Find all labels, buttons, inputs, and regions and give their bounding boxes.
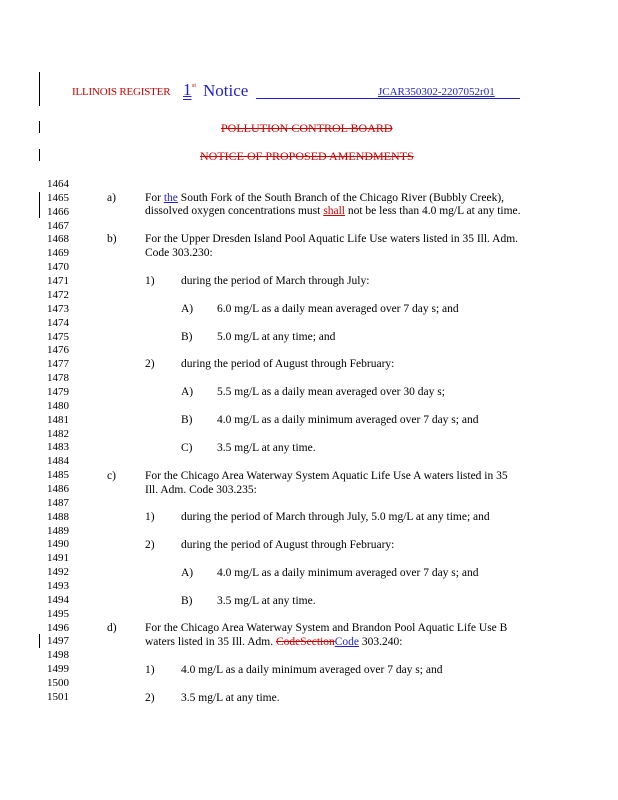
item-label: d) — [107, 622, 117, 634]
subsubitem-text: 3.5 mg/L at any time. — [217, 442, 316, 454]
line-number: 1483 — [47, 441, 69, 454]
text-run: waters listed in 35 Ill. Adm. — [145, 636, 276, 648]
text-run: not be less than 4.0 mg/L at any time. — [344, 205, 521, 217]
line-number: 1479 — [47, 385, 69, 398]
subsubitem-label: A) — [181, 567, 194, 579]
line-number: 1465 — [47, 191, 69, 204]
line-number: 1478 — [47, 372, 69, 384]
notice-title: NOTICE OF PROPOSED AMENDMENTS — [200, 149, 414, 163]
subsubitem-label: B) — [181, 414, 193, 426]
subsubitem-text: 4.0 mg/L as a daily minimum averaged over 7 day s; and — [217, 567, 479, 579]
text-run: dissolved oxygen concentrations must — [145, 205, 324, 217]
change-bar — [39, 149, 40, 161]
subitem-number: 1) — [145, 511, 155, 523]
subsubitem-label: A) — [181, 386, 194, 398]
paragraph-line: Code 303.230: — [145, 247, 213, 259]
subsubitem-label: B) — [181, 331, 193, 343]
header-underline — [256, 98, 520, 99]
subitem-text: 3.5 mg/L at any time. — [181, 692, 280, 704]
subsubitem-label: C) — [181, 442, 193, 454]
line-number: 1481 — [47, 413, 69, 426]
paragraph-line: For the Chicago Area Waterway System Aquatic Life Use A waters listed in 35 — [145, 470, 508, 482]
subitem-text: during the period of August through February: — [181, 358, 395, 370]
subitem-number: 1) — [145, 664, 155, 676]
line-number: 1488 — [47, 510, 69, 523]
paragraph-line — [145, 192, 504, 204]
line-number: 1473 — [47, 302, 69, 315]
line-number: 1472 — [47, 288, 69, 301]
line-number: 1501 — [47, 690, 69, 703]
deleted-text: shall — [323, 205, 345, 217]
change-bar — [39, 634, 40, 648]
text-run: 303.240: — [359, 636, 403, 648]
change-bar — [39, 121, 40, 133]
line-number: 1474 — [47, 316, 69, 329]
document-code: JCAR350302-2207052r01 — [378, 86, 495, 98]
subsubitem-text: 5.0 mg/L at any time; and — [217, 331, 336, 343]
page-number-superscript: st — [192, 83, 197, 89]
line-number: 1475 — [47, 330, 69, 343]
subitem-number: 1) — [145, 275, 155, 287]
line-number: 1469 — [47, 247, 69, 260]
subsubitem-text: 5.5 mg/L as a daily mean averaged over 30 day s; — [217, 386, 445, 398]
subsubitem-text: 3.5 mg/L at any time. — [217, 595, 316, 607]
change-bar — [39, 192, 40, 218]
line-number: 1485 — [47, 469, 69, 482]
subitem-number: 2) — [145, 692, 155, 704]
deleted-text: CodeSection — [275, 636, 335, 648]
line-number: 1492 — [47, 566, 69, 579]
line-number: 1496 — [47, 621, 69, 634]
inserted-text: the — [163, 192, 178, 204]
line-number: 1464 — [47, 178, 69, 190]
line-number: 1499 — [47, 663, 69, 676]
line-number: 1500 — [47, 677, 69, 689]
text-run: For — [145, 192, 164, 204]
item-label: c) — [107, 470, 116, 482]
text-run: South Fork of the South Branch of the Chicago River (Bubbly Creek), — [177, 192, 505, 204]
subitem-number: 2) — [145, 358, 155, 370]
line-number: 1470 — [47, 261, 69, 274]
line-number: 1493 — [47, 579, 69, 592]
subsubitem-text: 6.0 mg/L as a daily mean averaged over 7 day s; and — [217, 303, 459, 315]
subitem-text: during the period of March through July, 5.0 mg/L at any time; and — [181, 511, 490, 523]
subitem-text: during the period of March through July: — [181, 275, 370, 287]
subsubitem-label: B) — [181, 595, 193, 607]
line-number: 1487 — [47, 496, 69, 509]
line-number: 1484 — [47, 455, 69, 468]
paragraph-line — [145, 205, 521, 217]
line-number: 1482 — [47, 427, 69, 440]
line-number: 1468 — [47, 233, 69, 246]
line-number: 1480 — [47, 399, 69, 412]
line-number: 1495 — [47, 607, 69, 620]
notice-label: Notice — [203, 81, 249, 100]
paragraph-line: Ill. Adm. Code 303.235: — [145, 484, 257, 496]
line-number: 1497 — [47, 635, 69, 648]
subsubitem-text: 4.0 mg/L as a daily minimum averaged over 7 day s; and — [217, 414, 479, 426]
board-title: POLLUTION CONTROL BOARD — [221, 121, 393, 135]
item-label: a) — [107, 192, 116, 204]
inserted-text: Code — [334, 636, 360, 648]
line-number: 1489 — [47, 524, 69, 537]
line-number: 1486 — [47, 482, 69, 495]
item-label: b) — [107, 233, 117, 245]
line-number: 1494 — [47, 593, 69, 606]
subitem-text: during the period of August through February: — [181, 539, 395, 551]
paragraph-line — [145, 636, 402, 648]
paragraph-line: For the Upper Dresden Island Pool Aquatic Life Use waters listed in 35 Ill. Adm. — [145, 233, 519, 245]
change-bar — [39, 72, 40, 106]
paragraph-line: For the Chicago Area Waterway System and Brandon Pool Aquatic Life Use B — [145, 622, 508, 634]
line-number: 1477 — [47, 358, 69, 371]
subitem-number: 2) — [145, 539, 155, 551]
line-number: 1467 — [47, 219, 69, 232]
subitem-text: 4.0 mg/L as a daily minimum averaged over 7 day s; and — [181, 664, 443, 676]
subsubitem-label: A) — [181, 303, 194, 315]
line-number: 1471 — [47, 275, 69, 287]
page-number: 1 — [183, 80, 192, 99]
line-number: 1490 — [47, 538, 69, 551]
register-label: ILLINOIS REGISTER — [72, 86, 171, 98]
line-number: 1466 — [47, 205, 69, 218]
line-number: 1476 — [47, 344, 69, 357]
line-number: 1498 — [47, 649, 69, 662]
line-number: 1491 — [47, 552, 69, 565]
